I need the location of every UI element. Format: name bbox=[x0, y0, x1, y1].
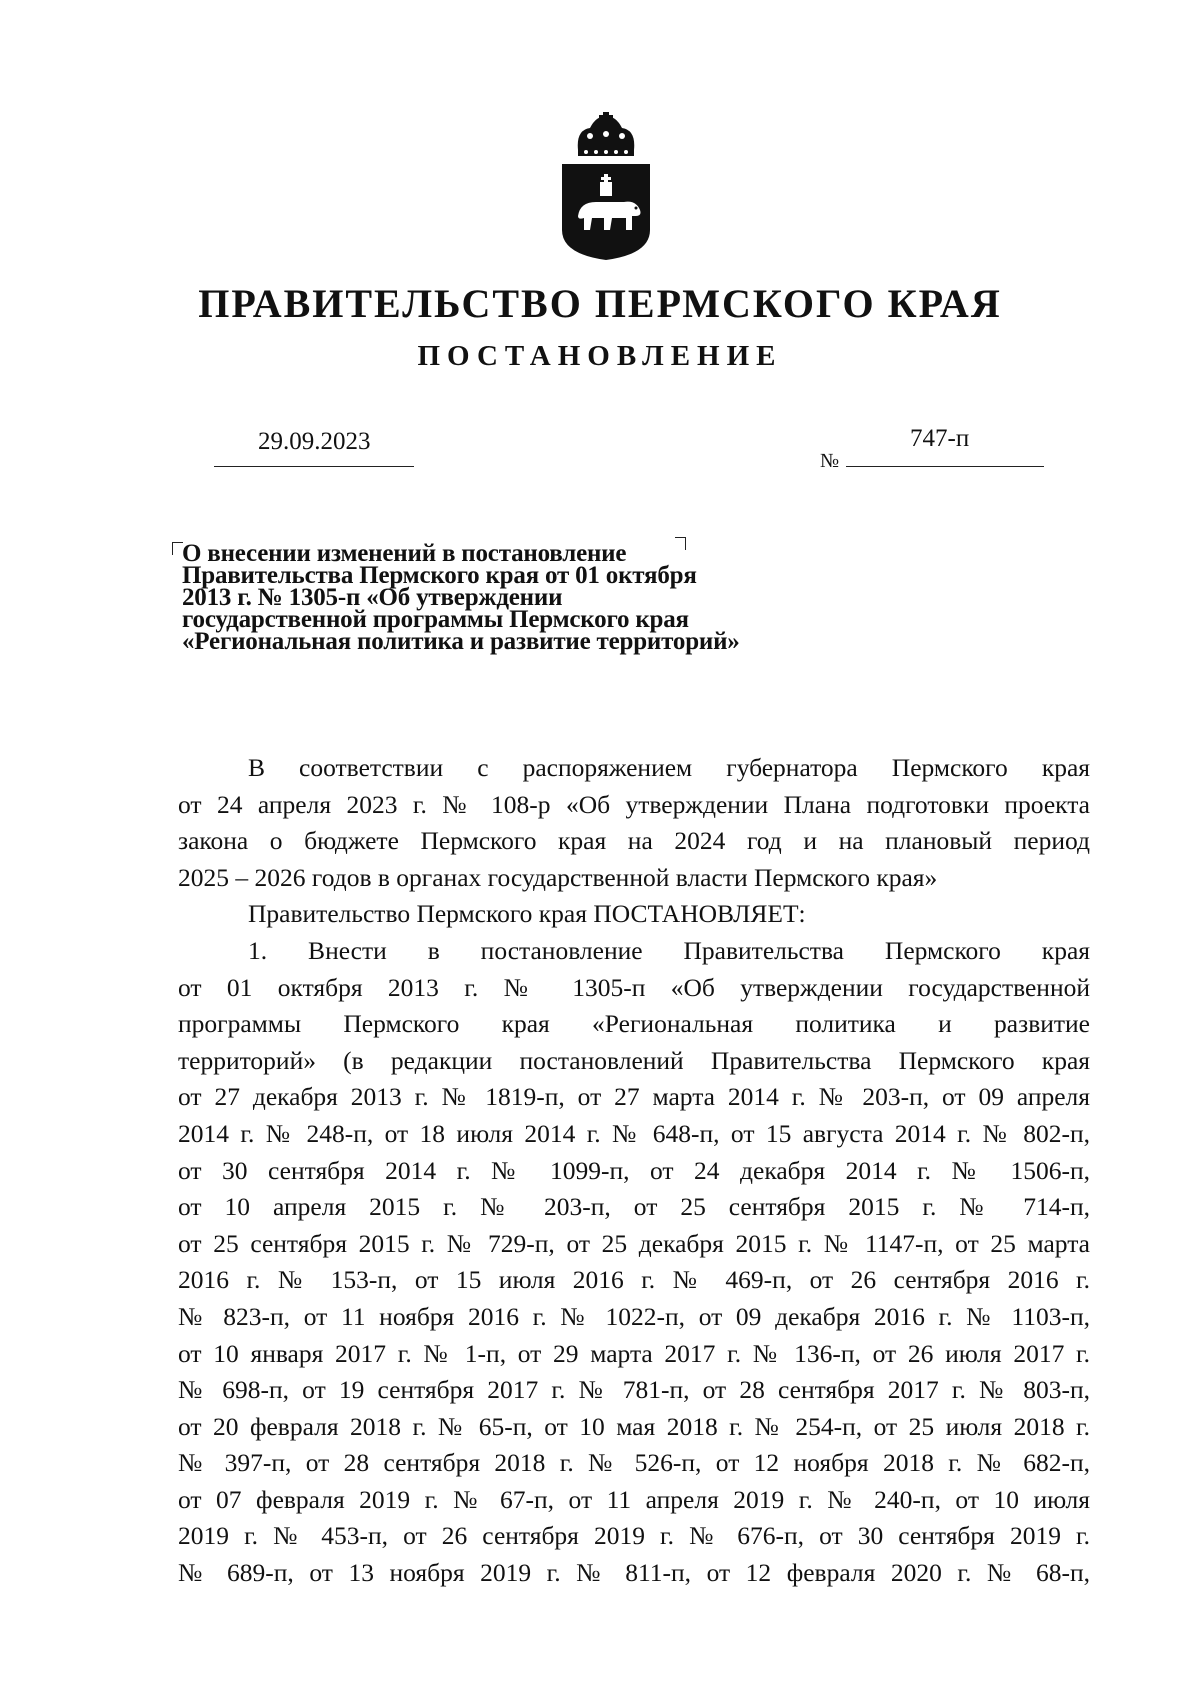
number-underline bbox=[846, 466, 1044, 467]
body-line: 2014 г. № 248-п, от 18 июля 2014 г. № 648-п, от 15 августа 2014 г. № 802-п, bbox=[178, 1118, 1090, 1148]
body-line: 2025 – 2026 годов в органах государственной власти Пермского края» bbox=[178, 862, 938, 892]
body-line: от 10 января 2017 г. № 1-п, от 29 марта 2017 г. № 136-п, от 26 июля 2017 г. bbox=[178, 1338, 1090, 1368]
body-line: от 01 октября 2013 г. № 1305-п «Об утверждении государственной bbox=[178, 972, 1090, 1002]
body-line: В соответствии с распоряжением губернатора Пермского края bbox=[248, 753, 1090, 782]
body-line: № 823-п, от 11 ноября 2016 г. № 1022-п, от 09 декабря 2016 г. № 1103-п, bbox=[178, 1301, 1090, 1331]
perm-krai-coat-of-arms-icon bbox=[556, 112, 656, 262]
body-line: от 27 декабря 2013 г. № 1819-п, от 27 марта 2014 г. № 203-п, от 09 апреля bbox=[178, 1082, 1090, 1112]
subject-line: Правительства Пермского края от 01 октября bbox=[182, 562, 697, 589]
document-subject bbox=[182, 540, 882, 655]
subject-line: государственной программы Пермского края bbox=[182, 606, 689, 633]
body-line: от 07 февраля 2019 г. № 67-п, от 11 апреля 2019 г. № 240-п, от 10 июля bbox=[178, 1484, 1090, 1514]
body-line: территорий» (в редакции постановлений Правительства Пермского края bbox=[178, 1045, 1090, 1075]
document-number: 747-п bbox=[910, 425, 970, 452]
body-line: 2019 г. № 453-п, от 26 сентября 2019 г. № 676-п, от 30 сентября 2019 г. bbox=[178, 1521, 1090, 1551]
subject-line: «Региональная политика и развитие территорий» bbox=[182, 628, 740, 655]
body-line: 2016 г. № 153-п, от 15 июля 2016 г. № 469-п, от 26 сентября 2016 г. bbox=[178, 1265, 1090, 1295]
organization-title: ПРАВИТЕЛЬСТВО ПЕРМСКОГО КРАЯ bbox=[198, 281, 1002, 326]
body-line: от 30 сентября 2014 г. № 1099-п, от 24 декабря 2014 г. № 1506-п, bbox=[178, 1155, 1090, 1185]
resolves-line: Правительство Пермского края ПОСТАНОВЛЯЕТ: bbox=[248, 899, 806, 929]
body-line: от 20 февраля 2018 г. № 65-п, от 10 мая 2018 г. № 254-п, от 25 июля 2018 г. bbox=[178, 1411, 1090, 1441]
document-date: 29.09.2023 bbox=[258, 428, 371, 455]
document-type: ПОСТАНОВЛЕНИЕ bbox=[417, 340, 783, 372]
body-line: 1. Внести в постановление Правительства Пермского края bbox=[248, 935, 1090, 965]
document-body bbox=[178, 750, 1090, 1592]
body-line: № 698-п, от 19 сентября 2017 г. № 781-п, от 28 сентября 2017 г. № 803-п, bbox=[178, 1375, 1090, 1405]
body-line: от 25 сентября 2015 г. № 729-п, от 25 декабря 2015 г. № 1147-п, от 25 марта bbox=[178, 1228, 1090, 1258]
body-line: программы Пермского края «Региональная политика и развитие bbox=[178, 1009, 1090, 1039]
body-line: от 10 апреля 2015 г. № 203-п, от 25 сентября 2015 г. № 714-п, bbox=[178, 1192, 1090, 1222]
body-line: № 397-п, от 28 сентября 2018 г. № 526-п, от 12 ноября 2018 г. № 682-п, bbox=[178, 1448, 1090, 1478]
date-underline bbox=[214, 466, 414, 467]
body-line: от 24 апреля 2023 г. № 108-р «Об утверждении Плана подготовки проекта bbox=[178, 789, 1090, 819]
body-line: закона о бюджете Пермского края на 2024 год и на плановый период bbox=[178, 826, 1090, 856]
subject-line: 2013 г. № 1305-п «Об утверждении bbox=[182, 584, 563, 611]
number-mark: № bbox=[820, 450, 840, 472]
subject-line: О внесении изменений в постановление bbox=[182, 540, 627, 567]
body-line: № 689-п, от 13 ноября 2019 г. № 811-п, от 12 февраля 2020 г. № 68-п, bbox=[178, 1558, 1090, 1588]
